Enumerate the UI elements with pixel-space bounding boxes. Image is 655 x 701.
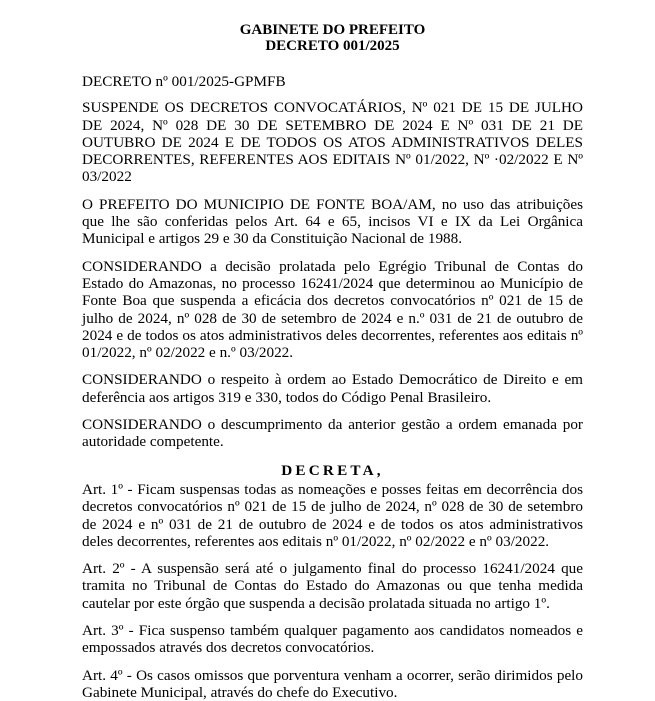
article-3: Art. 3º - Fica suspenso também qualquer pagamento aos candidatos nomeados e empossados através dos decretos convocatórios. bbox=[82, 622, 583, 657]
article-1: Art. 1º - Ficam suspensas todas as nomeações e posses feitas em decorrência dos decretos convocatórios nº 021 de 15 de julho de 2024, nº 028 de 30 de setembro de 2024 e nº 031 de 21 de outubro de 2024 e de todos os atos administrativos deles decorrentes, referentes aos editais nº 01/2022, nº 02/2022 e nº 03/2022. bbox=[82, 480, 583, 550]
preamble: O PREFEITO DO MUNICIPIO DE FONTE BOA/AM, no uso das atribuições que lhe são conferidas pelos Art. 64 e 65, incisos VI e IX da Lei Orgânica Municipal e artigos 29 e 30 da Constituição Nacional de 1988. bbox=[82, 195, 583, 248]
decree-reference: DECRETO nº 001/2025-GPMFB bbox=[82, 73, 286, 90]
article-4: Art. 4º - Os casos omissos que porventura venham a ocorrer, serão dirimidos pelo Gabinete Municipal, através do chefe do Executivo. bbox=[82, 666, 583, 701]
decree-summary: SUSPENDE OS DECRETOS CONVOCATÁRIOS, Nº 021 DE 15 DE JULHO DE 2024, Nº 028 DE 30 DE SETEMBRO DE 2024 E Nº 031 DE 21 DE OUTUBRO DE 2024 E DE TODOS OS ATOS ADMINISTRATIVOS DELES DECORRENTES, REFERENTES AOS EDITAIS Nº 01/2022, Nº ·02/2022 E Nº 03/2022 bbox=[82, 99, 583, 186]
decreta-heading: DECRETA, bbox=[281, 461, 384, 479]
considerando-1: CONSIDERANDO a decisão prolatada pelo Egrégio Tribunal de Contas do Estado do Amazonas, no processo 16241/2024 que determinou ao Município de Fonte Boa que suspenda a eficácia dos decretos convocatórios nº 021 de 15 de julho de 2024, nº 028 de 30 de setembro de 2024 e n.º 031 de 21 de outubro de 2024 e de todos os atos administrativos deles decorrentes, referentes aos editais nº 01/2022, nº 02/2022 e n.º 03/2022. bbox=[82, 257, 583, 362]
considerando-2: CONSIDERANDO o respeito à ordem ao Estado Democrático de Direito e em deferência aos artigos 319 e 330, todos do Código Penal Brasileiro. bbox=[82, 371, 583, 406]
decree-title: DECRETO 001/2025 bbox=[265, 38, 400, 54]
document-header bbox=[82, 22, 583, 54]
article-2: Art. 2º - A suspensão será até o julgamento final do processo 16241/2024 que tramita no Tribunal de Contas do Estado do Amazonas ou que tenha medida cautelar por este órgão que suspenda a decisão prolatada situada no artigo 1º. bbox=[82, 560, 583, 612]
office-title: GABINETE DO PREFEITO bbox=[239, 22, 426, 38]
considerando-3: CONSIDERANDO o descumprimento da anterior gestão a ordem emanada por autoridade competente. bbox=[82, 416, 583, 451]
decree-document bbox=[82, 0, 583, 701]
